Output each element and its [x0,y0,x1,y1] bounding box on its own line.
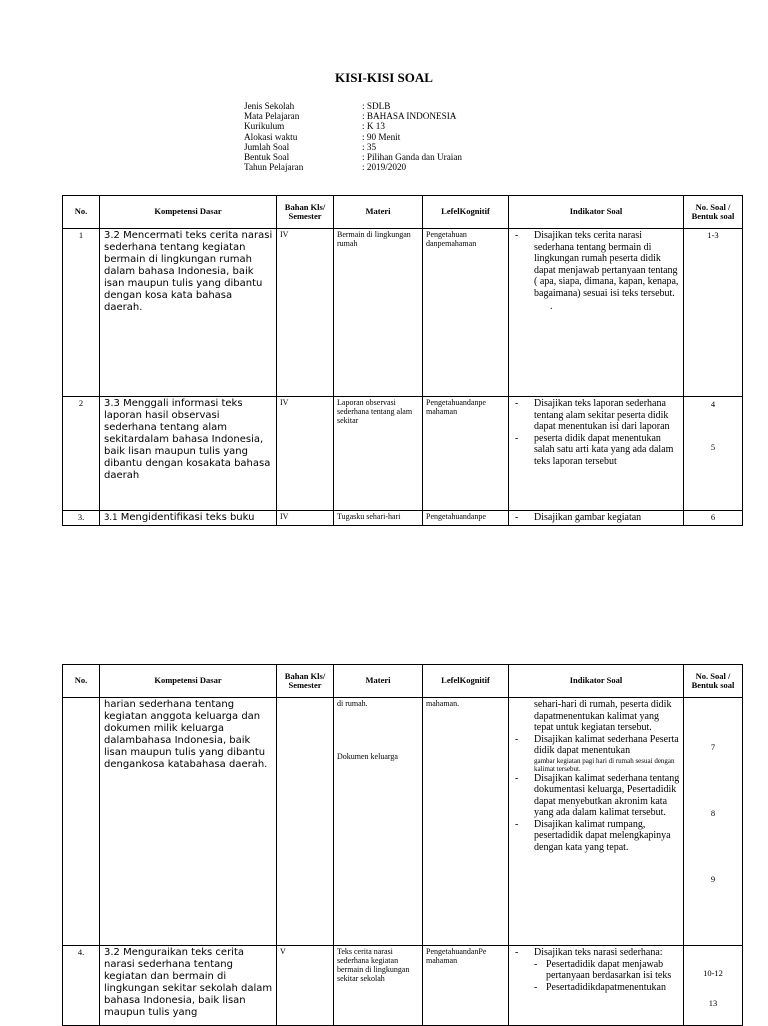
materi: Tugasku sehari-hari [334,511,423,526]
kelas: IV [277,511,334,526]
table-row [63,946,743,1026]
row-number: 4. [63,946,100,1026]
kelas: IV [277,229,334,397]
header-no: No. [63,196,100,229]
indikator-subitem: - Pesertadidik dapat menjawab pertanyaan berdasarkan isi teks [512,959,680,982]
table-row [63,511,743,526]
indikator-item: - Disajikan teks cerita narasi sederhana tentang bermain di lingkungan rumah peserta didik dapat menjawab pertanyaan tentang ( apa, siapa, dimana, kapan, kenapa, bagaimana) sesuai isi teks tersebut. [512,230,680,299]
info-value: : Pilihan Ganda dan Uraian [362,152,463,163]
indikator-soal [509,946,684,1026]
materi: Laporan observasi sederhana tentang alam sekitar [334,397,423,511]
kompetensi-dasar: 3.2 Mencermati teks cerita narasi sederhana tentang kegiatan bermain di lingkungan rumah dalam bahasa Indonesia, baik isan maupun tulis yang dibantu dengan kosa kata bahasa daerah. [100,229,277,397]
no-soal [684,397,743,511]
header-indikator-soal: Indikator Soal [509,196,684,229]
indikator-soal [509,698,684,946]
kelas: IV [277,397,334,511]
table-header-row [63,196,743,229]
info-value: : K 13 [362,121,385,132]
indikator-soal [509,397,684,511]
info-label: Jenis Sekolah [244,101,295,111]
level-kognitif: Pengetahuandanpe mahaman [423,397,509,511]
materi [334,698,423,946]
indikator-item: - Disajikan teks laporan sederhana tentang alam sekitar peserta didik dapat menentukan isi dari laporan [512,398,680,433]
row-number: 3. [63,511,100,526]
header-materi: Materi [334,196,423,229]
header-kompetensi-dasar: Kompetensi Dasar [100,665,277,698]
header-bahan-kelas: Bahan Kls/ Semester [277,665,334,698]
indikator-item: - Disajikan kalimat sederhana tentang dokumentasi keluarga, Pesertadidik dapat menyebutkan akronim kata yang ada dalam kalimat tersebut. [512,773,680,819]
row-number: 2 [63,397,100,511]
indikator-item: - Disajikan teks narasi sederhana: [512,947,680,959]
info-label: Alokasi waktu [244,131,298,142]
indikator-subitem: - Pesertadidikdapatmenentukan [512,982,680,994]
info-label: Mata Pelajaran [244,111,300,122]
level-kognitif: mahaman. [423,698,509,946]
info-value: : 35 [362,141,377,152]
no-soal-value: 7 [710,742,716,752]
no-soal [684,946,743,1026]
level-kognitif: Pengetahuan danpemahaman [423,229,509,397]
header-no-soal: No. Soal / Bentuk soal [684,196,743,229]
header-no: No. [63,665,100,698]
row-number: 1 [63,229,100,397]
header-materi: Materi [334,665,423,698]
table-row [63,229,743,397]
indikator-dot: . [550,301,553,312]
header-no-soal: No. Soal / Bentuk soal [684,665,743,698]
document-info [244,101,462,172]
table-row [63,698,743,946]
document-title: KISI-KISI SOAL [335,70,433,85]
materi: Teks cerita narasi sederhana kegiatan bermain di lingkungan sekitar sekolah [334,946,423,1026]
kelas: V [277,946,334,1026]
kompetensi-dasar [100,511,277,526]
indikator-item: - Disajikan kalimat sederhana Peserta didik dapat menentukan [512,734,680,757]
indikator-continued: sehari-hari di rumah, peserta didik dapatmenentukan kalimat yang tepat untuk kegiatan tersebut. [534,699,672,733]
indikator-soal [509,511,684,526]
materi: Bermain di lingkungan rumah [334,229,423,397]
no-soal-value: 10-12 [703,968,723,978]
kd-number: 3.1 [104,513,118,523]
kompetensi-dasar: harian sederhana tentang kegiatan anggota keluarga dan dokumen milik keluarga dalambahasa Indonesia, baik lisan maupun tulis yang dibantu dengankosa katabahasa daerah. [100,698,277,946]
no-soal-value: 5 [710,442,716,452]
info-label: Kurikulum [244,121,285,132]
indikator-item: - Disajikan gambar kegiatan [512,512,680,524]
no-soal: 1-3 [684,229,743,397]
indikator-soal [509,229,684,397]
row-number [63,698,100,946]
indikator-note: gambar kegiatan pagi hari di rumah sesuai dengan kalimat tersebut. [534,756,675,773]
no-soal [684,698,743,946]
level-kognitif: Pengetahuandanpe [423,511,509,526]
info-value: : 2019/2020 [362,162,407,173]
kd-text: Mengidentifikasi teks buku [120,512,255,523]
kelas [277,698,334,946]
info-value: : 90 Menit [362,131,401,142]
no-soal-value: 9 [710,874,716,884]
info-label: Tahun Pelajaran [244,162,304,173]
info-value: : BAHASA INDONESIA [362,111,457,122]
header-level-kognitif: LefelKognitif [423,665,509,698]
kompetensi-dasar: 3.3 Menggali informasi teks laporan hasil observasi sederhana tentang alam sekitardalam bahasa Indonesia, baik lisan maupun tulis yang dibantu dengan kosakata bahasa daerah [100,397,277,511]
info-value: : SDLB [362,101,391,111]
no-soal-value: 8 [710,808,716,818]
table-header-row [63,665,743,698]
info-label: Bentuk Soal [244,152,290,163]
kisi-table-1 [62,195,743,526]
table-row [63,397,743,511]
level-kognitif: PengetahuandanPe mahaman [423,946,509,1026]
no-soal-value: 13 [708,998,718,1008]
header-kompetensi-dasar: Kompetensi Dasar [100,196,277,229]
header-bahan-kelas: Bahan Kls/ Semester [277,196,334,229]
header-indikator-soal: Indikator Soal [509,665,684,698]
indikator-item: - Disajikan kalimat rumpang, pesertadidik dapat melengkapinya dengan kata yang tepat. [512,819,680,854]
no-soal-value: 4 [710,399,716,409]
kisi-table-2 [62,664,743,1026]
kompetensi-dasar: 3.2 Menguraikan teks cerita narasi sederhana tentang kegiatan dan bermain di lingkungan sekitar sekolah dalam bahasa Indonesia, baik lisan maupun tulis yang [100,946,277,1026]
info-label: Jumlah Soal [244,141,290,152]
header-level-kognitif: LefelKognitif [423,196,509,229]
indikator-item: - peserta didik dapat menentukan salah satu arti kata yang ada dalam teks laporan tersebut [512,433,680,468]
materi-item: Dokumen keluarga [337,752,398,761]
materi-item: di rumah. [337,699,368,708]
no-soal: 6 [684,511,743,526]
